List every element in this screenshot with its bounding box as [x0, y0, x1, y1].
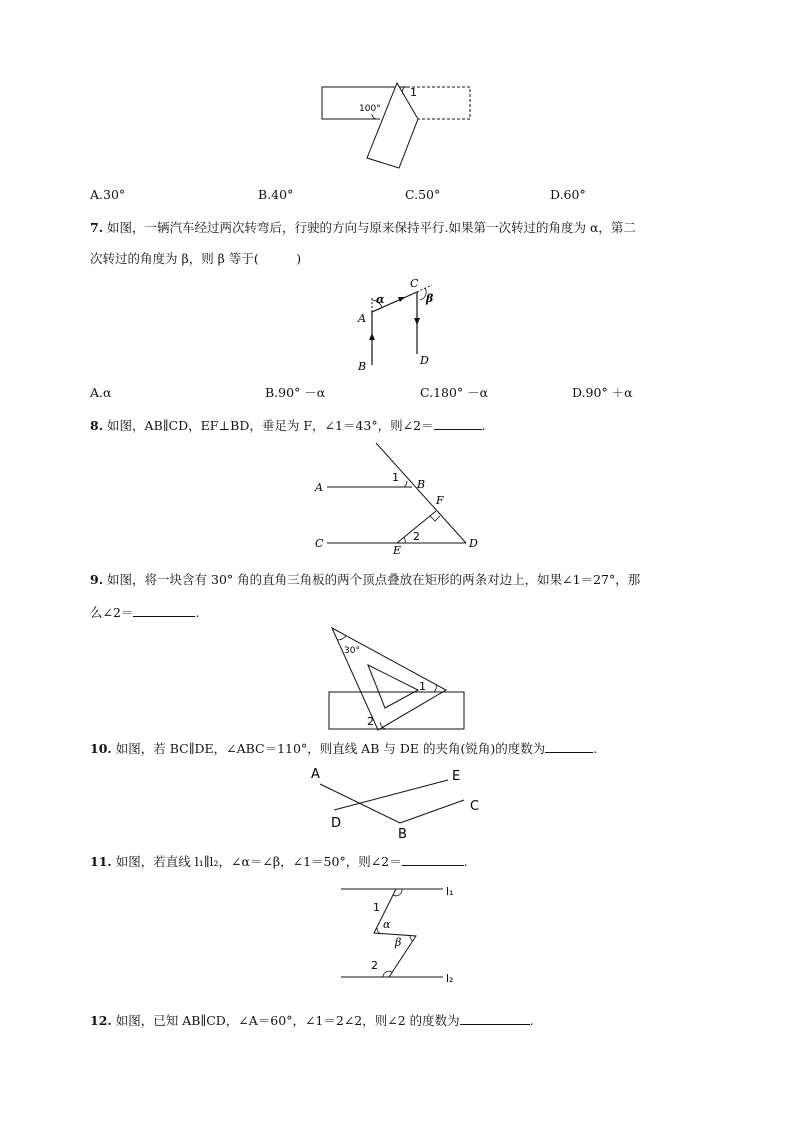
- q8-label-c: C: [315, 537, 324, 550]
- q6-option-d: D.60°: [550, 187, 586, 202]
- q11-label-1: 1: [373, 901, 380, 914]
- q6-option-c: C.50°: [405, 187, 441, 202]
- q7-label-a: A: [358, 312, 366, 325]
- q7-label-beta: β: [426, 292, 434, 305]
- q10-stem: 10. 如图，若 BC∥DE，∠ABC＝110°，则直线 AB 与 DE 的夹角(锐角)的度数为 .: [90, 741, 598, 756]
- q7-option-d: D.90° ＋α: [572, 385, 633, 400]
- q10-label-b: B: [398, 827, 407, 842]
- q8-label-b: B: [417, 478, 426, 491]
- q12-stem: 12. 如图，已知 AB∥CD，∠A＝60°，∠1＝2∠2，则∠2 的度数为 .: [90, 1013, 534, 1028]
- q11-stem: 11. 如图，若直线 l₁∥l₂，∠α＝∠β，∠1＝50°，则∠2＝ .: [90, 854, 468, 869]
- q6-label-1: 1: [410, 86, 417, 99]
- q8-label-f: F: [436, 494, 444, 507]
- q7-label-c: C: [410, 277, 419, 290]
- q11-label-l2: l₂: [446, 972, 454, 985]
- q6-angle-label: 100°: [359, 104, 381, 114]
- q8-stem: 8. 如图，AB∥CD，EF⊥BD，垂足为 F，∠1＝43°，则∠2＝ .: [90, 418, 486, 433]
- q8-label-2: 2: [413, 530, 420, 543]
- q6-option-a: A.30°: [90, 187, 126, 202]
- q7-option-c: C.180° －α: [420, 385, 489, 400]
- q7-option-b: B.90° －α: [265, 385, 326, 400]
- q9-label-1: 1: [419, 680, 426, 693]
- q9-angle-label: 30°: [344, 646, 360, 656]
- q7-label-b: B: [358, 360, 367, 373]
- q9-label-2: 2: [367, 715, 374, 728]
- q11-label-alpha: α: [383, 918, 391, 931]
- q8-label-1: 1: [392, 471, 399, 484]
- q8-label-e: E: [393, 544, 402, 557]
- q11-label-beta: β: [395, 936, 402, 949]
- q10-label-e: E: [452, 769, 461, 784]
- q10-label-d: D: [331, 816, 342, 831]
- q7-label-d: D: [420, 354, 429, 367]
- q7-option-a: A.α: [90, 385, 112, 400]
- q7-stem-line2: 次转过的角度为 β，则 β 等于( ): [90, 251, 302, 266]
- q11-label-2: 2: [371, 959, 378, 972]
- q8-label-d: D: [469, 537, 478, 550]
- q9-stem-line1: 9. 如图，将一块含有 30° 角的直角三角板的两个顶点叠放在矩形的两条对边上，如果∠1＝27°，那: [90, 572, 641, 587]
- q7-label-alpha: α: [376, 293, 385, 306]
- q10-label-c: C: [470, 799, 480, 814]
- q11-label-l1: l₁: [446, 885, 454, 898]
- q6-option-b: B.40°: [258, 187, 294, 202]
- q9-stem-line2: 么∠2＝ .: [90, 605, 200, 620]
- q7-stem-line1: 7. 如图，一辆汽车经过两次转弯后，行驶的方向与原来保持平行.如果第一次转过的角度为 α，第二: [90, 220, 636, 235]
- q10-label-a: A: [311, 767, 320, 782]
- q8-label-a: A: [315, 481, 323, 494]
